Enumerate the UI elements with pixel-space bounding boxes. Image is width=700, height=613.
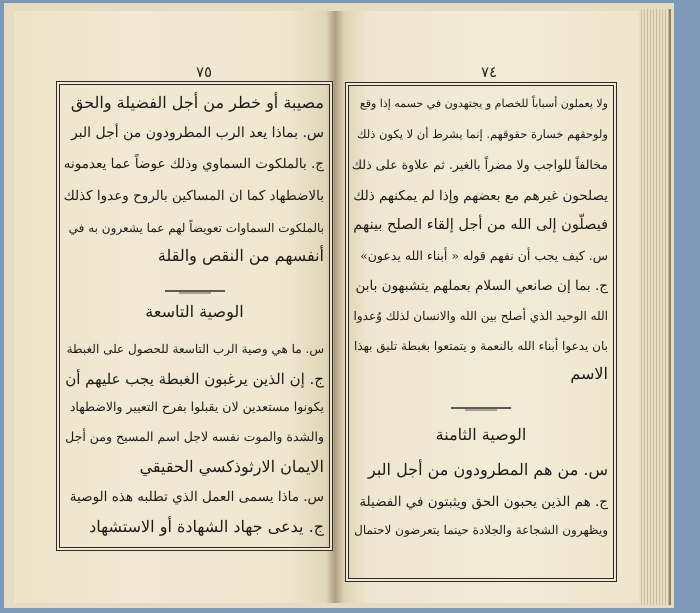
right-text-frame: [345, 82, 617, 582]
left-page-number: ٧٥: [196, 63, 213, 81]
text-line: س. ما هي وصية الرب التاسعة للحصول على الغبطة: [66, 342, 324, 356]
text-line: بان يدعوا أبناء الله بالنعمة و يتمتعوا بغبطة تليق بهذا: [353, 339, 608, 353]
text-line: س. بماذا يعد الرب المطرودون من أجل البر: [70, 125, 324, 141]
text-line: بالملكوت السماوات تعويضاً لهم عما يشعرون به في: [68, 221, 324, 235]
text-line: مصيبة أو خطر من أجل الفضيلة والحق: [70, 93, 324, 112]
text-line: بالاضطهاد كما ان المساكين بالروح وعدوا كذلك: [63, 188, 324, 204]
ornament-divider: [451, 405, 511, 411]
text-line: ج. هم الذين يحبون الحق ويثبتون في الفضيلة: [359, 494, 608, 510]
ornament-divider: [165, 288, 225, 294]
text-line: ج. يدعى جهاد الشهادة أو الاستشهاد: [89, 517, 324, 536]
text-line: مخالفاً للواجب ولا مضراً بالغير. ثم علاوة على ذلك: [351, 157, 608, 172]
right-page-number: ٧٤: [481, 63, 498, 81]
text-line: ج. بالملكوت السماوي وذلك عوضاً عما يعدمونه: [63, 156, 324, 172]
text-line: الاسم: [570, 364, 608, 383]
text-line: س. كيف يجب أن نفهم قوله « أبناء الله يدعون»: [360, 248, 608, 263]
section-heading: الوصية التاسعة: [145, 302, 244, 321]
text-line: ج. إن الذين يرغبون الغبطة يجب عليهم أن: [65, 370, 324, 388]
text-line: يصلحون غيرهم مع بعضهم وإذا لم يمكنهم ذلك: [353, 188, 608, 204]
text-line: والشدة والموت نفسه لاجل اسم المسيح ومن أجل: [65, 429, 324, 444]
text-line: يكونوا مستعدين لان يقبلوا بفرح التعيير والاضطهاد: [69, 399, 324, 414]
section-heading: الوصية الثامنة: [435, 425, 527, 444]
text-line: الايمان الارثوذكسي الحقيقي: [139, 457, 324, 476]
text-line: ولوحقهم خسارة حقوقهم. إنما يشرط أن لا يكون ذلك: [357, 127, 608, 141]
text-line: فيصلّون إلى الله من أجل إلقاء الصلح بينهم: [353, 217, 608, 233]
text-line: ج. بما إن صانعي السلام بعملهم يتشبهون بابن: [355, 278, 608, 294]
text-line: س. ماذا يسمى العمل الذي تطلبه هذه الوصية: [69, 489, 324, 505]
left-text-frame: [56, 81, 333, 551]
text-line: س. من هم المطرودون من أجل البر: [368, 460, 608, 479]
text-line: أنفسهم من النقص والقلة: [157, 246, 324, 265]
text-line: ولا يعملون أسباباً للخصام و يجتهدون في حسمه إذا وقع: [359, 97, 608, 110]
text-line: ويظهرون الشجاعة والجلادة حينما يتعرضون لاحتمال: [354, 523, 608, 537]
page-edges: [639, 9, 671, 605]
text-line: الله الوحيد الذي أصلح بين الله والانسان لذلك وُعدوا: [353, 309, 608, 323]
